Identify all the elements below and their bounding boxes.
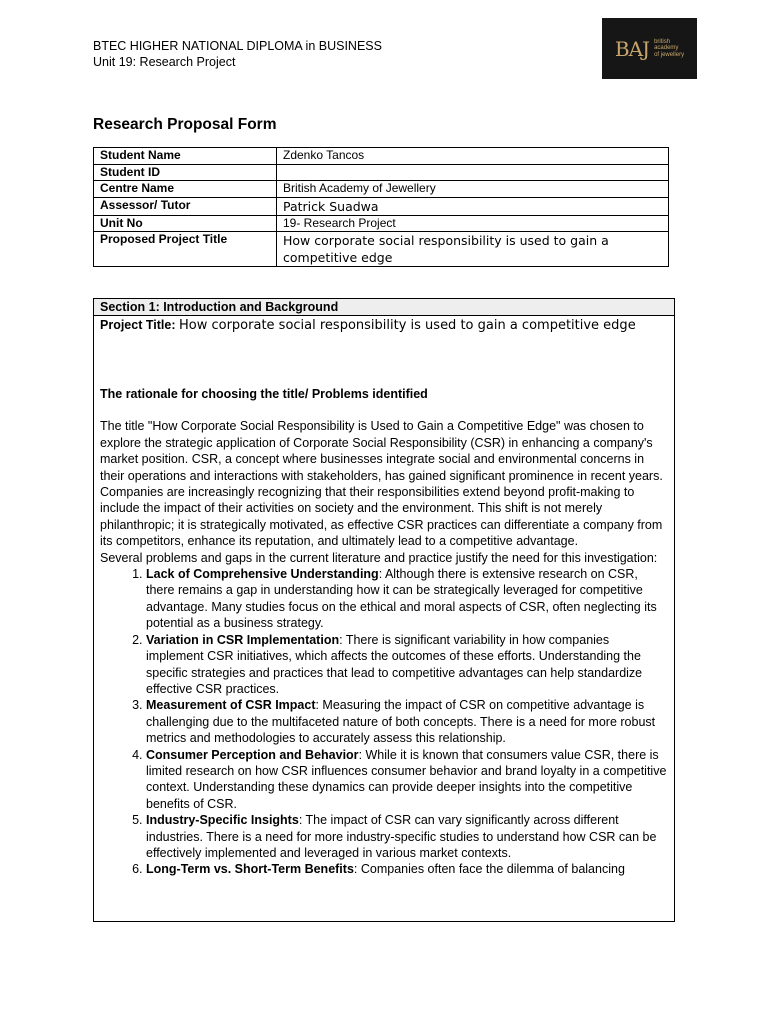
table-row bbox=[94, 215, 669, 232]
student-info-table bbox=[93, 147, 669, 267]
item-title: Industry-Specific Insights bbox=[146, 813, 299, 828]
logo-subtitle bbox=[654, 39, 684, 59]
row-value bbox=[277, 164, 669, 181]
item-text: : The impact of CSR can vary significantly across different industries. There is a need for more industry-specific studies to understand how CSR can be effectively implemented and leveraged in various market contexts. bbox=[146, 813, 657, 860]
row-label: Centre Name bbox=[94, 181, 277, 198]
item-title: Lack of Comprehensive Understanding bbox=[146, 567, 379, 582]
academy-logo bbox=[602, 18, 697, 79]
item-title: Consumer Perception and Behavior bbox=[146, 747, 359, 762]
project-title-label: Project Title bbox=[100, 318, 172, 332]
row-value: How corporate social responsibility is used to gain a competitive edge bbox=[277, 232, 669, 267]
row-value: 19- Research Project bbox=[277, 215, 669, 232]
row-label: Proposed Project Title bbox=[94, 232, 277, 267]
form-title: Research Proposal Form bbox=[93, 116, 277, 133]
list-item bbox=[146, 697, 668, 746]
section-body bbox=[94, 316, 674, 878]
rationale-paragraph-2: Several problems and gaps in the current literature and practice justify the need for this investigation: bbox=[100, 550, 658, 565]
list-item bbox=[146, 812, 668, 861]
item-text: : While it is known that consumers value CSR, there is limited research on how CSR influences consumer behavior and brand loyalty in a competitive context. Understanding these dynamics can provide deeper insights into the competitive benefits of CSR. bbox=[146, 747, 667, 811]
table-row bbox=[94, 181, 669, 198]
header-line-2: Unit 19: Research Project bbox=[93, 55, 236, 69]
table-row bbox=[94, 232, 669, 267]
table-row bbox=[94, 148, 669, 165]
header-line-1: BTEC HIGHER NATIONAL DIPLOMA in BUSINESS bbox=[93, 39, 382, 53]
row-value: Zdenko Tancos bbox=[277, 148, 669, 165]
document-header bbox=[93, 38, 382, 70]
logo-sub-2: academy bbox=[654, 45, 679, 52]
section-1-box bbox=[93, 298, 675, 922]
item-text: : Although there is extensive research on CSR, there remains a gap in understanding how it can be strategically leveraged for competitive advantage. Many studies focus on the ethical and moral aspects of CSR, often neglecting its potential as a business strategy. bbox=[146, 567, 657, 631]
row-label: Student Name bbox=[94, 148, 277, 165]
item-text: : Companies often face the dilemma of balancing bbox=[353, 862, 625, 877]
project-title-value: How corporate social responsibility is used to gain a competitive edge bbox=[178, 318, 636, 333]
row-label: Assessor/ Tutor bbox=[94, 197, 277, 215]
list-item bbox=[146, 632, 668, 698]
item-title: Measurement of CSR Impact bbox=[146, 698, 316, 713]
row-label: Student ID bbox=[94, 164, 277, 181]
section-heading: Section 1: Introduction and Background bbox=[94, 299, 674, 316]
problems-list bbox=[100, 566, 668, 878]
logo-sub-3: of jewellery bbox=[654, 51, 685, 58]
table-row bbox=[94, 197, 669, 215]
item-title: Variation in CSR Implementation bbox=[146, 632, 340, 647]
row-label: Unit No bbox=[94, 215, 277, 232]
row-value: Patrick Suadwa bbox=[277, 197, 669, 215]
item-title: Long-Term vs. Short-Term Benefits bbox=[146, 862, 354, 877]
logo-sub-1: british bbox=[654, 38, 671, 45]
rationale-paragraph-1: The title "How Corporate Social Responsibility is Used to Gain a Competitive Edge" was chosen to explore the strategic application of Corporate Social Responsibility (CSR) in enhancing a company's market position. CSR, a concept where businesses integrate social and environmental concerns in their operations and interactions with stakeholders, has gained significant prominence in recent years. Companies are increasingly recognizing that their responsibilities extend beyond profit-making to include the impact of their activities on society and the environment. This shift is not merely philanthropic; it is strategically motivated, as effective CSR practices can differentiate a company from its competitors, enhance its reputation, and ultimately lead to a competitive advantage. bbox=[100, 419, 663, 549]
item-text: : There is significant variability in how companies implement CSR initiatives, which affects the outcomes of these efforts. Understanding the specific strategies and practices that lead to competitive advantages can help standardize effective CSR practices. bbox=[146, 632, 643, 696]
project-title-line: Project Title: How corporate social responsibility is used to gain a competitive edge bbox=[100, 318, 636, 333]
list-item bbox=[146, 566, 668, 632]
table-row bbox=[94, 164, 669, 181]
rationale-heading: The rationale for choosing the title/ Problems identified bbox=[100, 387, 428, 401]
row-value: British Academy of Jewellery bbox=[277, 181, 669, 198]
logo-mark: BAJ bbox=[614, 36, 650, 61]
item-text: : Measuring the impact of CSR on competitive advantage is challenging due to the multifaceted nature of both concepts. There is a need for more robust metrics and methodologies to accurately assess this relationship. bbox=[146, 698, 656, 746]
list-item bbox=[146, 861, 668, 877]
list-item bbox=[146, 747, 668, 813]
